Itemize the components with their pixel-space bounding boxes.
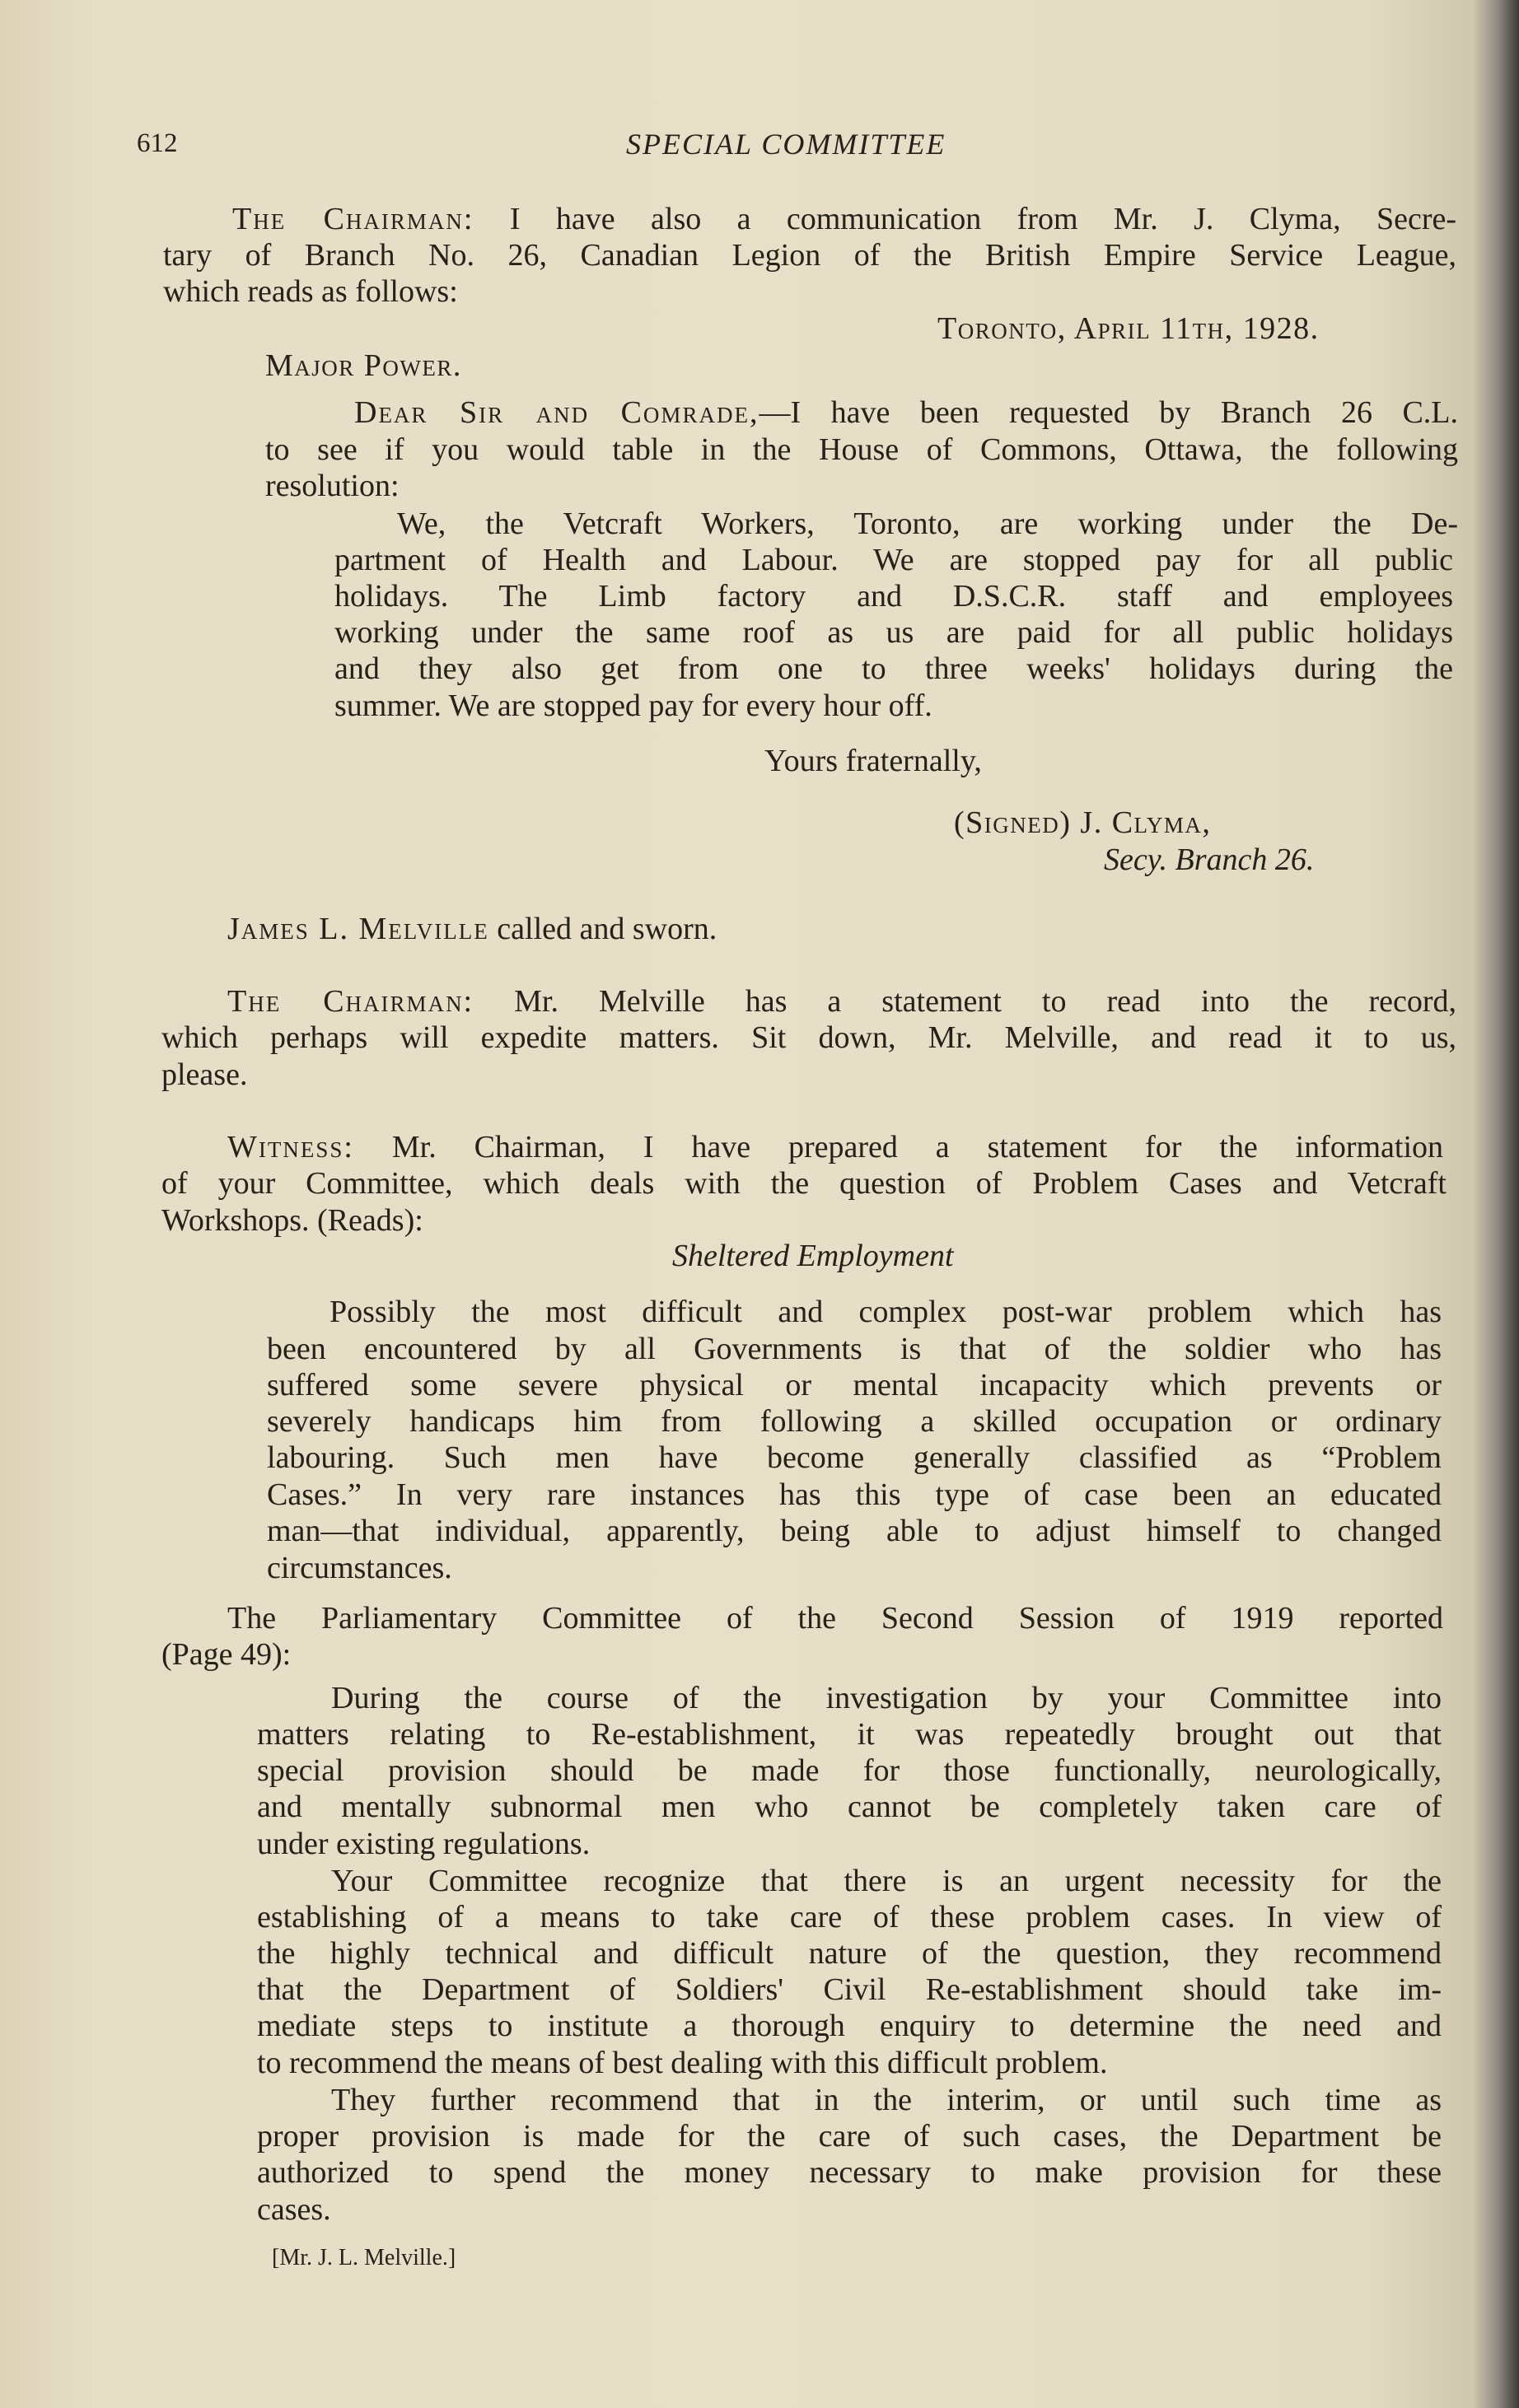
salutation: Dear Sir and Comrade, bbox=[354, 395, 760, 430]
report-line-2: matters relating to Re-establishment, it was repeatedly brought out that bbox=[257, 1717, 1442, 1752]
statement-line-3: suffered some severe physical or mental incapacity which prevents or bbox=[267, 1368, 1442, 1402]
letter-line-3: resolution: bbox=[265, 469, 400, 503]
p4-line-1: The Parliamentary Committee of the Second Session of 1919 reported bbox=[227, 1601, 1443, 1636]
speaker-label: The Chairman: bbox=[227, 984, 474, 1019]
speaker-label: The Chairman: bbox=[232, 202, 474, 236]
report-line-10: mediate steps to institute a thorough enquiry to determine the need and bbox=[257, 2009, 1442, 2043]
resolution-line-3: holidays. The Limb factory and D.S.C.R. staff and employees bbox=[334, 579, 1453, 614]
p3-line-1: Witness: Mr. Chairman, I have prepared a statement for the information bbox=[227, 1130, 1444, 1164]
resolution-line-4: working under the same roof as us are paid for all public holidays bbox=[334, 615, 1453, 650]
report-line-5: under existing regulations. bbox=[257, 1827, 591, 1861]
report-line-13: proper provision is made for the care of such cases, the Department be bbox=[257, 2119, 1442, 2154]
resolution-line-2: partment of Health and Labour. We are stopped pay for all public bbox=[334, 543, 1453, 577]
p1-line-2: tary of Branch No. 26, Canadian Legion of the British Empire Service League, bbox=[163, 238, 1456, 273]
p3-line-2: of your Committee, which deals with the question of Problem Cases and Vetcraft bbox=[161, 1166, 1447, 1201]
p4-line-2: (Page 49): bbox=[161, 1637, 292, 1672]
page-number: 612 bbox=[137, 128, 178, 158]
statement-line-6: Cases.” In very rare instances has this type of case been an educated bbox=[267, 1477, 1442, 1512]
p1-line-1: The Chairman: I have also a communication from Mr. J. Clyma, Secre- bbox=[232, 202, 1457, 236]
letter-line-2: to see if you would table in the House of Commons, Ottawa, the following bbox=[265, 432, 1458, 467]
p1-line-3: which reads as follows: bbox=[163, 274, 458, 309]
letter-closing: Yours fraternally, bbox=[764, 744, 982, 778]
resolution-line-5: and they also get from one to three weeks' holidays during the bbox=[334, 651, 1453, 686]
statement-heading: Sheltered Employment bbox=[672, 1239, 954, 1273]
letter-place-date: Toronto, April 11th, 1928. bbox=[937, 311, 1320, 346]
resolution-line-1: We, the Vetcraft Workers, Toronto, are working under the De- bbox=[397, 506, 1458, 541]
p2-line-2: which perhaps will expedite matters. Sit down, Mr. Melville, and read it to us, bbox=[161, 1020, 1456, 1055]
statement-line-4: severely handicaps him from following a skilled occupation or ordinary bbox=[267, 1404, 1442, 1439]
letter-addressee: Major Power. bbox=[265, 348, 462, 383]
speaker-footer-tag: [Mr. J. L. Melville.] bbox=[272, 2245, 456, 2270]
report-line-9: that the Department of Soldiers' Civil Re-establishment should take im- bbox=[257, 1972, 1442, 2007]
report-line-8: the highly technical and difficult nature of the question, they recommend bbox=[257, 1936, 1442, 1971]
statement-line-8: circumstances. bbox=[267, 1551, 452, 1585]
running-head: SPECIAL COMMITTEE bbox=[626, 128, 946, 161]
report-line-11: to recommend the means of best dealing with this difficult problem. bbox=[257, 2046, 1108, 2080]
witness-sworn: James L. Melville called and sworn. bbox=[227, 912, 717, 946]
report-line-3: special provision should be made for those functionally, neurologically, bbox=[257, 1753, 1442, 1788]
statement-line-5: labouring. Such men have become generally classified as “Problem bbox=[267, 1440, 1442, 1475]
letter-line-1: Dear Sir and Comrade,—I have been requested by Branch 26 C.L. bbox=[354, 395, 1459, 430]
report-line-7: establishing of a means to take care of these problem cases. In view of bbox=[257, 1900, 1442, 1934]
witness-name: James L. Melville bbox=[227, 912, 489, 946]
report-line-4: and mentally subnormal men who cannot be completely taken care of bbox=[257, 1790, 1442, 1824]
letter-signed: (Signed) J. Clyma, bbox=[954, 805, 1212, 840]
report-line-12: They further recommend that in the interim, or until such time as bbox=[331, 2083, 1442, 2117]
report-line-1: During the course of the investigation by your Committee into bbox=[331, 1681, 1442, 1715]
statement-line-1: Possibly the most difficult and complex post-war problem which has bbox=[330, 1295, 1442, 1329]
report-line-14: authorized to spend the money necessary to make provision for these bbox=[257, 2155, 1442, 2190]
p2-line-1: The Chairman: Mr. Melville has a statement to read into the record, bbox=[227, 984, 1457, 1019]
report-line-6: Your Committee recognize that there is an urgent necessity for the bbox=[331, 1864, 1442, 1898]
resolution-line-6: summer. We are stopped pay for every hour off. bbox=[334, 688, 932, 723]
letter-signer-title: Secy. Branch 26. bbox=[1104, 842, 1315, 877]
report-line-15: cases. bbox=[257, 2192, 331, 2227]
speaker-label: Witness: bbox=[227, 1130, 354, 1164]
p3-line-3: Workshops. (Reads): bbox=[161, 1203, 423, 1238]
statement-line-2: been encountered by all Governments is that of the soldier who has bbox=[267, 1332, 1442, 1366]
p2-line-3: please. bbox=[161, 1057, 248, 1092]
statement-line-7: man—that individual, apparently, being able to adjust himself to changed bbox=[267, 1514, 1442, 1548]
